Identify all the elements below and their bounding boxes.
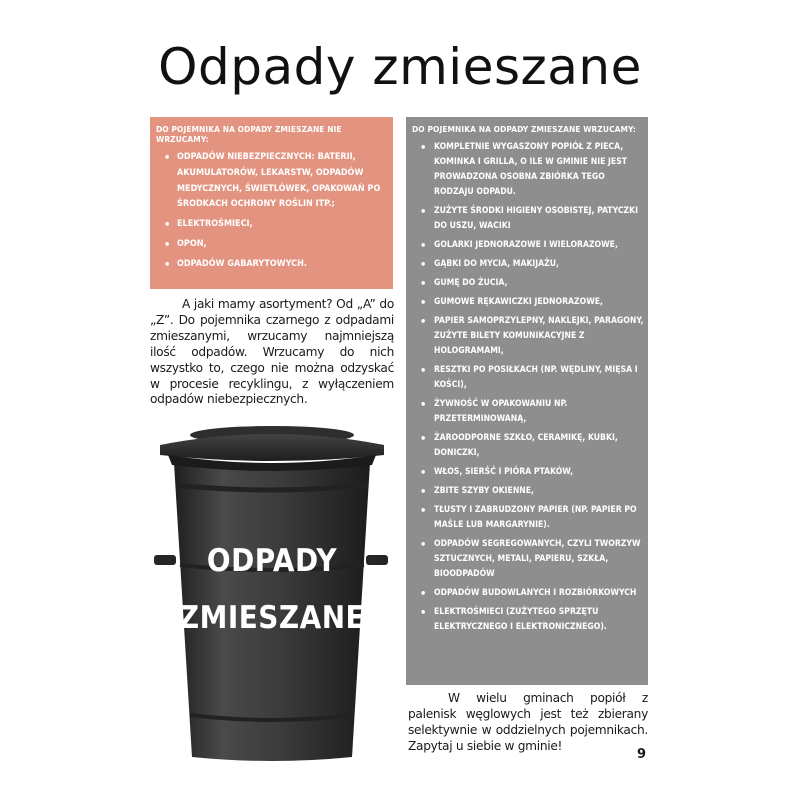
allowed-item: • PAPIER SAMOPRZYLEPNY, NAKLEJKI, PARAGONY, ZUŻYTE BILETY KOMUNIKACYJNE Z HOLOGRAMAMI, [406,314,644,359]
not-allowed-item: • ELEKTROŚMIECI, [150,217,389,233]
allowed-item: • ODPADÓW SEGREGOWANYCH, CZYLI TWORZYW SZTUCZNYCH, METALI, PAPIERU, SZKŁA, BIOODPADÓW [406,537,644,582]
not-allowed-list [150,150,393,273]
not-allowed-item: • ODPADÓW GABARYTOWYCH. [150,257,389,273]
intro-paragraph: A jaki mamy asortyment? Od „A” do „Z”. Do pojemnika czarnego z odpadami zmieszanymi, wrzucamy najmniejszą ilość odpadów. Wrzucamy do nich wszystko to, czego nie można odzyskać w procesie recyklingu, z wyłączeniem odpadów niebezpiecznych. [150,297,394,407]
allowed-item: • TŁUSTY I ZABRUDZONY PAPIER (NP. PAPIER PO MAŚLE LUB MARGARYNIE). [406,503,644,533]
not-allowed-item: • OPON, [150,237,389,253]
allowed-item: • GUMĘ DO ŻUCIA, [406,276,644,291]
allowed-item: • ZBITE SZYBY OKIENNE, [406,484,644,499]
page-title: Odpady zmieszane [158,38,642,96]
allowed-list [406,140,648,635]
allowed-item: • RESZTKI PO POSIŁKACH (NP. WĘDLINY, MIĘSA I KOŚCI), [406,363,644,393]
not-allowed-heading: DO POJEMNIKA NA ODPADY ZMIESZANE NIE WRZUCAMY: [156,124,342,144]
bin-label-line1: ODPADY [206,543,338,579]
allowed-item: • ŻAROODPORNE SZKŁO, CERAMIKĘ, KUBKI, DONICZKI, [406,431,644,461]
allowed-heading: DO POJEMNIKA NA ODPADY ZMIESZANE WRZUCAMY: [412,124,636,134]
allowed-item: • GOLARKI JEDNORAZOWE I WIELORAZOWE, [406,238,644,253]
allowed-item: • WŁOS, SIERŚĆ I PIÓRA PTAKÓW, [406,465,644,480]
allowed-item: • ŻYWNOŚĆ W OPAKOWANIU NP. PRZETERMINOWANĄ, [406,397,644,427]
not-allowed-box [150,117,393,289]
waste-bin-illustration [152,425,392,765]
allowed-box [406,117,648,685]
allowed-item: • ZUŻYTE ŚRODKI HIGIENY OSOBISTEJ, PATYCZKI DO USZU, WACIKI [406,204,644,234]
not-allowed-item: • ODPADÓW NIEBEZPIECZNYCH: BATERII, AKUMULATORÓW, LEKARSTW, ODPADÓW MEDYCZNYCH, ŚWIETLÓWEK, OPAKOWAŃ PO ŚRODKACH OCHRONY ROŚLIN ITP.; [150,150,389,213]
waste-bin-icon [152,425,392,765]
allowed-item: • ODPADÓW BUDOWLANYCH I ROZBIÓRKOWYCH [406,586,644,601]
outro-paragraph: W wielu gminach popiół z palenisk węglowych jest też zbierany selektywnie w oddzielnych pojemnikach. Zapytaj u siebie w gminie! [408,691,648,753]
allowed-item: • KOMPLETNIE WYGASZONY POPIÓŁ Z PIECA, KOMINKA I GRILLA, O ILE W GMINIE NIE JEST PROWADZONA OSOBNA ZBIÓRKA TEGO RODZAJU ODPADU. [406,140,644,200]
allowed-item: • GUMOWE RĘKAWICZKI JEDNORAZOWE, [406,295,644,310]
allowed-item: • GĄBKI DO MYCIA, MAKIJAŻU, [406,257,644,272]
bin-label-line2: ZMIESZANE [178,600,366,636]
page-number: 9 [637,747,647,762]
allowed-item: • ELEKTROŚMIECI (ZUŻYTEGO SPRZĘTU ELEKTRYCZNEGO I ELEKTRONICZNEGO). [406,605,644,635]
